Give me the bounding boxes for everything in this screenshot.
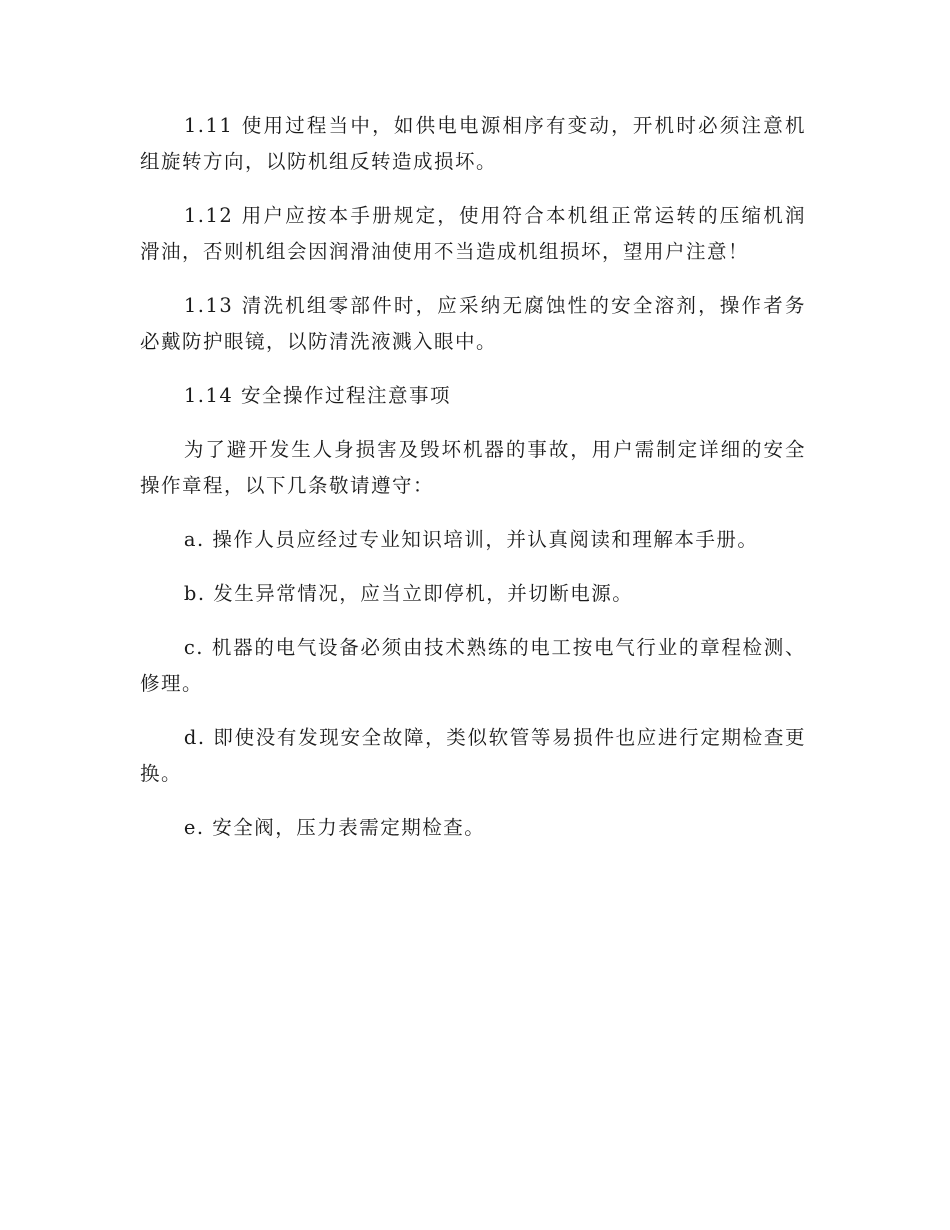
- section-heading-1-14: 1.14 安全操作过程注意事项: [183, 384, 451, 407]
- list-item-c: c. 机器的电气设备必须由技术熟练的电工按电气行业的章程检测、修理。: [140, 636, 806, 695]
- list-item-e: e. 安全阀，压力表需定期检查。: [183, 816, 486, 839]
- document-body: [140, 108, 806, 864]
- paragraph-1-13: 1.13 清洗机组零部件时，应采纳无腐蚀性的安全溶剂，操作者务必戴防护眼镜，以防清洗液溅入眼中。: [140, 294, 806, 353]
- list-item-b: b. 发生异常情况，应当立即停机，并切断电源。: [183, 582, 634, 605]
- paragraph-intro: 为了避开发生人身损害及毁坏机器的事故，用户需制定详细的安全操作章程，以下几条敬请遵守：: [140, 438, 806, 497]
- list-item-d: d. 即使没有发现安全故障，类似软管等易损件也应进行定期检查更换。: [140, 726, 806, 785]
- paragraph-1-12: 1.12 用户应按本手册规定，使用符合本机组正常运转的压缩机润滑油，否则机组会因润滑油使用不当造成机组损坏，望用户注意！: [140, 204, 806, 263]
- list-item-a: a. 操作人员应经过专业知识培训，并认真阅读和理解本手册。: [183, 528, 759, 551]
- paragraph-1-11: 1.11 使用过程当中，如供电电源相序有变动，开机时必须注意机组旋转方向，以防机组反转造成损坏。: [140, 114, 806, 173]
